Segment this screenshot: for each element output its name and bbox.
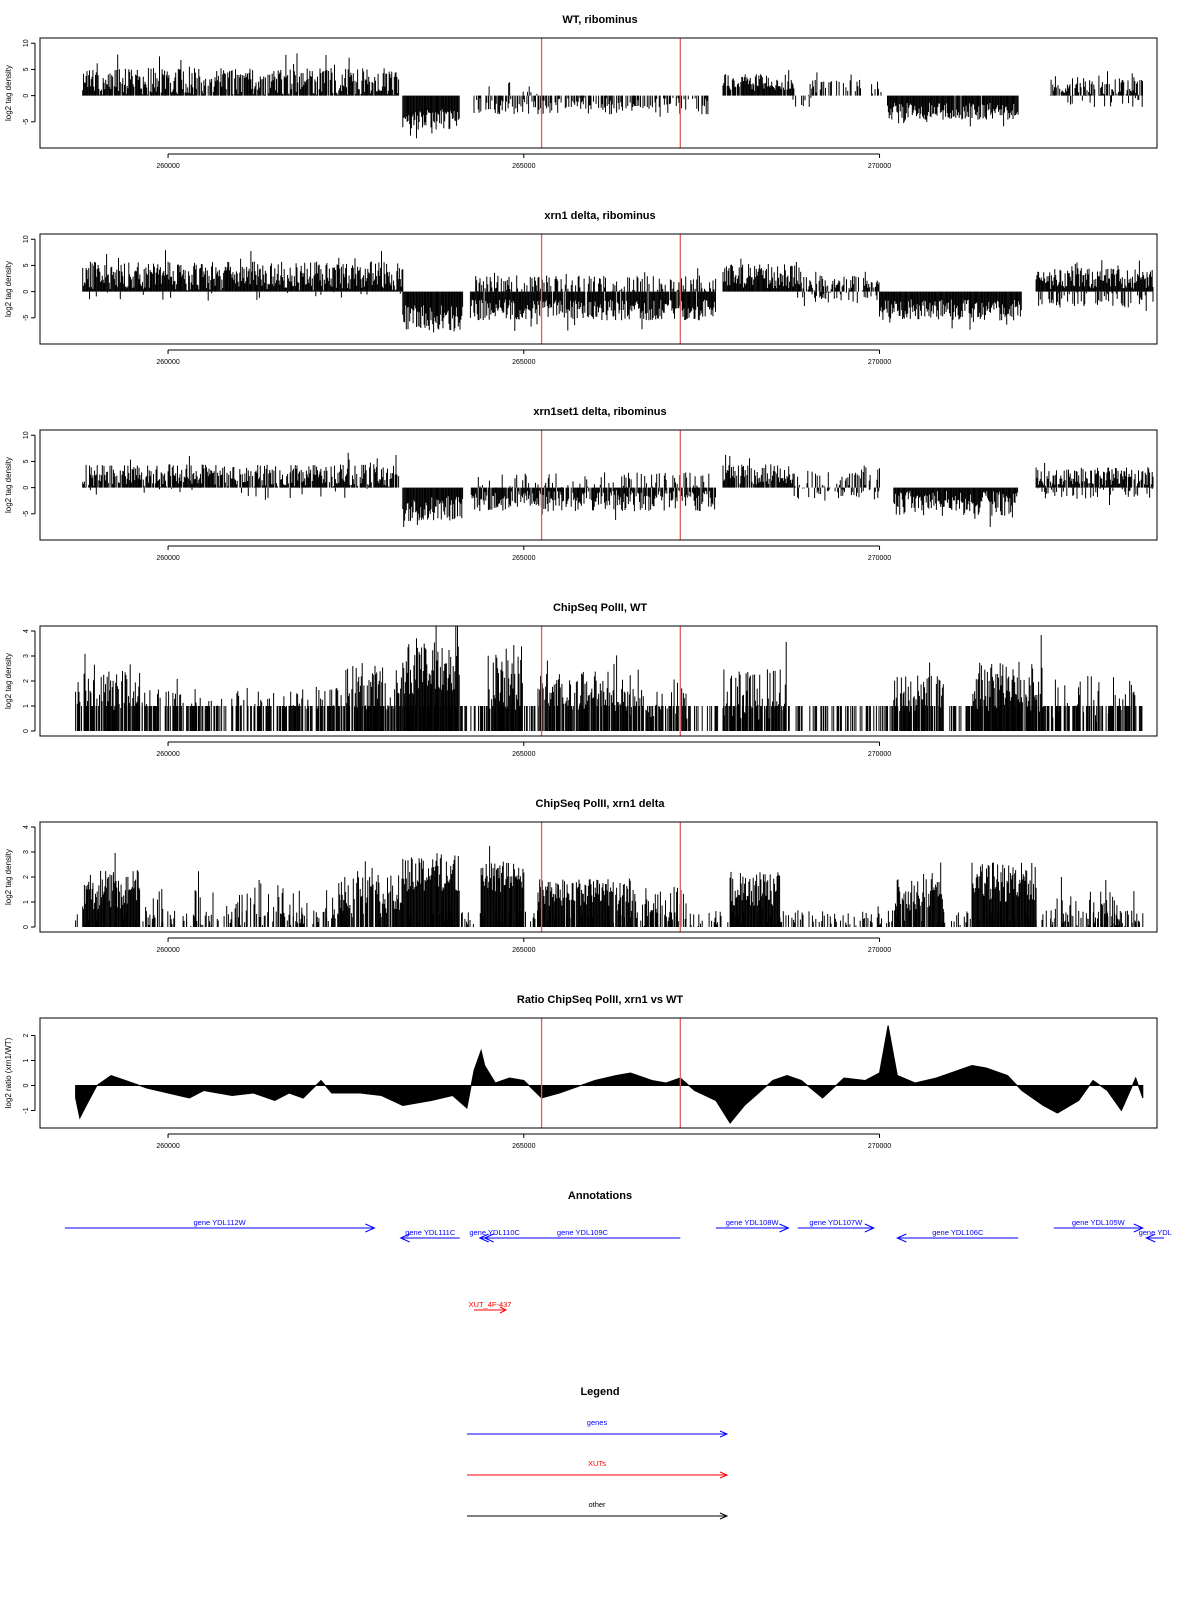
y-tick-label: 0 [23,93,30,98]
plot-frame [40,38,1157,148]
y-tick-label: -5 [23,510,30,517]
xrn1set1-ribominus-chart [0,392,1200,588]
x-tick-label: 265000 [512,751,536,758]
y-tick-label: 1 [23,704,30,708]
y-tick-label: 4 [23,629,30,633]
y-tick-label: 5 [23,263,30,268]
y-axis-label: log2 tag density [4,64,13,122]
xrn1-ribominus-chart [0,196,1200,392]
wt-ribominus-chart [0,0,1200,196]
y-tick-label: 0 [23,485,30,490]
y-tick-label: 5 [23,67,30,72]
x-tick-label: 260000 [156,359,180,366]
x-tick-label: 265000 [512,163,536,170]
y-axis-label: log2 tag density [4,652,13,710]
chart-title: ChipSeq PolII, WT [552,602,648,614]
y-tick-label: 10 [23,235,30,244]
x-tick-label: 260000 [156,163,180,170]
panel-xrn1-ribominus [0,196,1200,392]
chipseq-wt-chart [0,588,1200,784]
chart-title: ChipSeq PolII, xrn1 delta [535,798,665,810]
x-tick-label: 265000 [512,359,536,366]
x-tick-label: 270000 [867,359,892,366]
y-tick-label: 10 [23,39,30,48]
x-tick-label: 260000 [156,555,180,562]
y-tick-label: 0 [23,289,30,294]
panel-chipseq-wt [0,588,1200,784]
bar-series [83,453,1153,527]
chart-title: WT, ribominus [562,14,638,26]
panel-chipseq-xrn1 [0,784,1200,980]
y-tick-label: 3 [23,654,30,658]
bar-series [83,53,1143,138]
bar-series [83,250,1153,332]
x-tick-label: 270000 [867,163,892,170]
x-tick-label: 260000 [156,751,180,758]
x-tick-label: 270000 [867,751,892,758]
y-tick-label: -5 [23,314,30,321]
y-axis-label: log2 tag density [4,260,13,318]
y-tick-label: 5 [23,459,30,464]
chart-title: xrn1set1 delta, ribominus [533,406,667,418]
x-tick-label: 265000 [512,555,536,562]
bar-series [76,846,1143,927]
y-tick-label: 2 [23,679,30,683]
panel-wt-ribominus [0,0,1200,196]
y-tick-label: -5 [23,118,30,125]
chipseq-xrn1-chart [0,784,1200,980]
y-axis-label: log2 tag density [4,456,13,514]
bar-series [76,626,1142,731]
panel-xrn1set1-ribominus [0,392,1200,588]
x-tick-label: 270000 [867,555,892,562]
chart-title: xrn1 delta, ribominus [544,210,656,222]
y-tick-label: 10 [23,431,30,440]
y-tick-label: 0 [23,729,30,733]
